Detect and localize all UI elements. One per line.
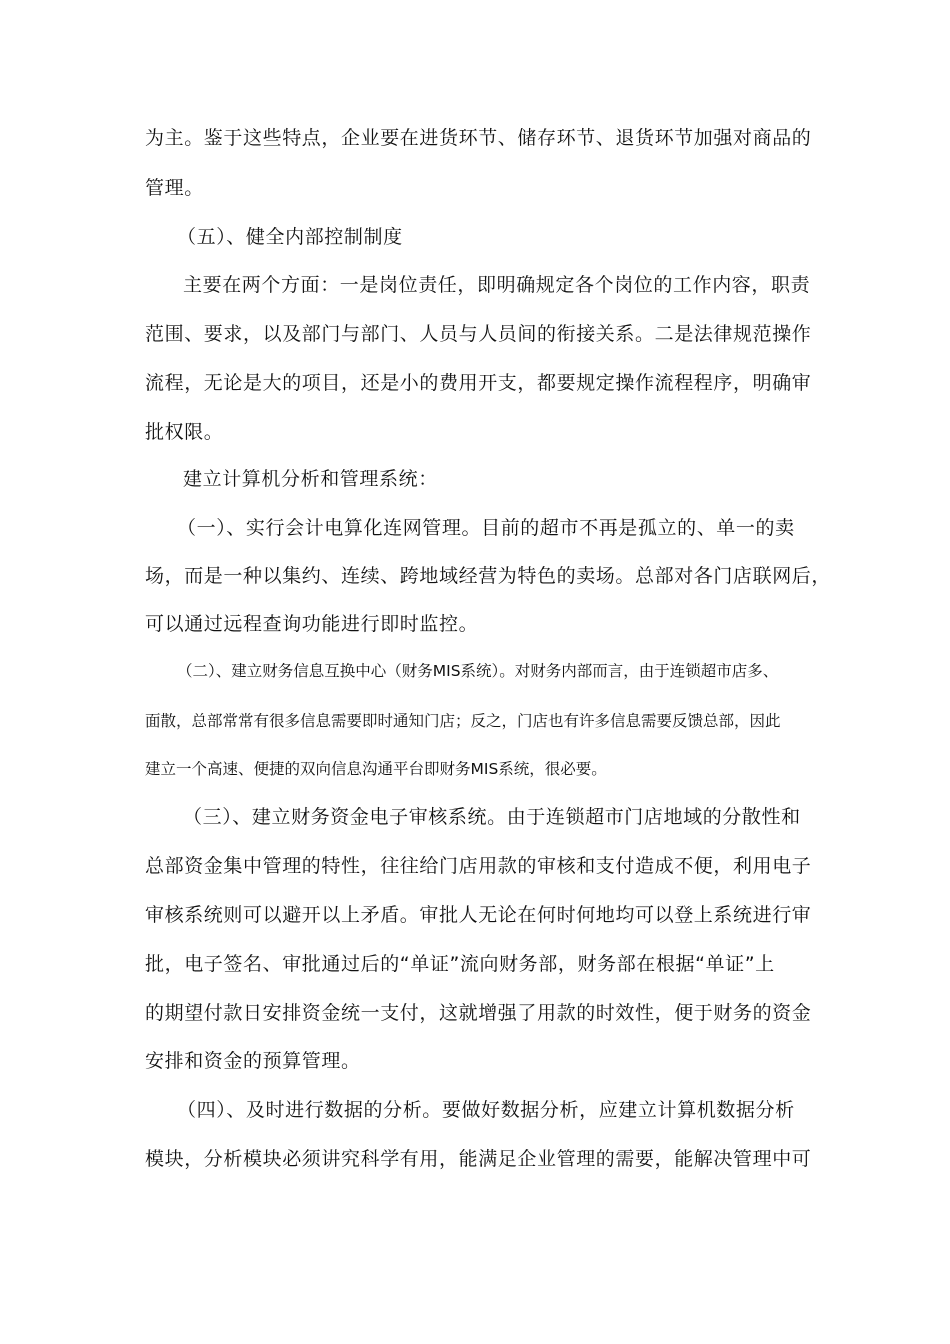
paragraph-line: 场，而是一种以集约、连续、跨地域经营为特色的卖场。总部对各门店联网后， <box>145 565 832 587</box>
paragraph-line: （三）、建立财务资金电子审核系统。由于连锁超市门店地域的分散性和 <box>183 806 801 828</box>
paragraph-line: 面散，总部常常有很多信息需要即时通知门店；反之，门店也有许多信息需要反馈总部，因此 <box>145 712 781 730</box>
paragraph-line: 管理。 <box>145 177 204 199</box>
paragraph-line: （二）、建立财务信息互换中心（财务MIS系统）。对财务内部而言，由于连锁超市店多、 <box>177 662 779 680</box>
section-heading: 建立计算机分析和管理系统： <box>183 468 438 490</box>
paragraph-line: 批权限。 <box>145 421 224 443</box>
paragraph-line: 流程，无论是大的项目，还是小的费用开支，都要规定操作流程程序，明确审 <box>145 372 812 394</box>
paragraph-line: 模块，分析模块必须讲究科学有用，能满足企业管理的需要，能解决管理中可 <box>145 1148 812 1170</box>
section-heading: （五）、健全内部控制制度 <box>177 226 403 248</box>
paragraph-line: （一）、实行会计电算化连网管理。目前的超市不再是孤立的、单一的卖 <box>177 517 795 539</box>
paragraph-line: 主要在两个方面：一是岗位责任，即明确规定各个岗位的工作内容，职责 <box>183 274 811 296</box>
paragraph-line: 安排和资金的预算管理。 <box>145 1050 361 1072</box>
paragraph-line: 批，电子签名、审批通过后的“单证”流向财务部，财务部在根据“单证”上 <box>145 953 775 975</box>
paragraph-line: 范围、要求，以及部门与部门、人员与人员间的衔接关系。二是法律规范操作 <box>145 323 812 345</box>
paragraph-line: （四）、及时进行数据的分析。要做好数据分析，应建立计算机数据分析 <box>177 1099 795 1121</box>
paragraph-line: 建立一个高速、便捷的双向信息沟通平台即财务MIS系统，很必要。 <box>145 760 607 778</box>
paragraph-line: 总部资金集中管理的特性，往往给门店用款的审核和支付造成不便，利用电子 <box>145 855 812 877</box>
paragraph-line: 审核系统则可以避开以上矛盾。审批人无论在何时何地均可以登上系统进行审 <box>145 904 812 926</box>
paragraph-line: 可以通过远程查询功能进行即时监控。 <box>145 613 479 635</box>
paragraph-line: 的期望付款日安排资金统一支付，这就增强了用款的时效性，便于财务的资金 <box>145 1002 812 1024</box>
paragraph-line: 为主。鉴于这些特点，企业要在进货环节、储存环节、退货环节加强对商品的 <box>145 127 812 149</box>
